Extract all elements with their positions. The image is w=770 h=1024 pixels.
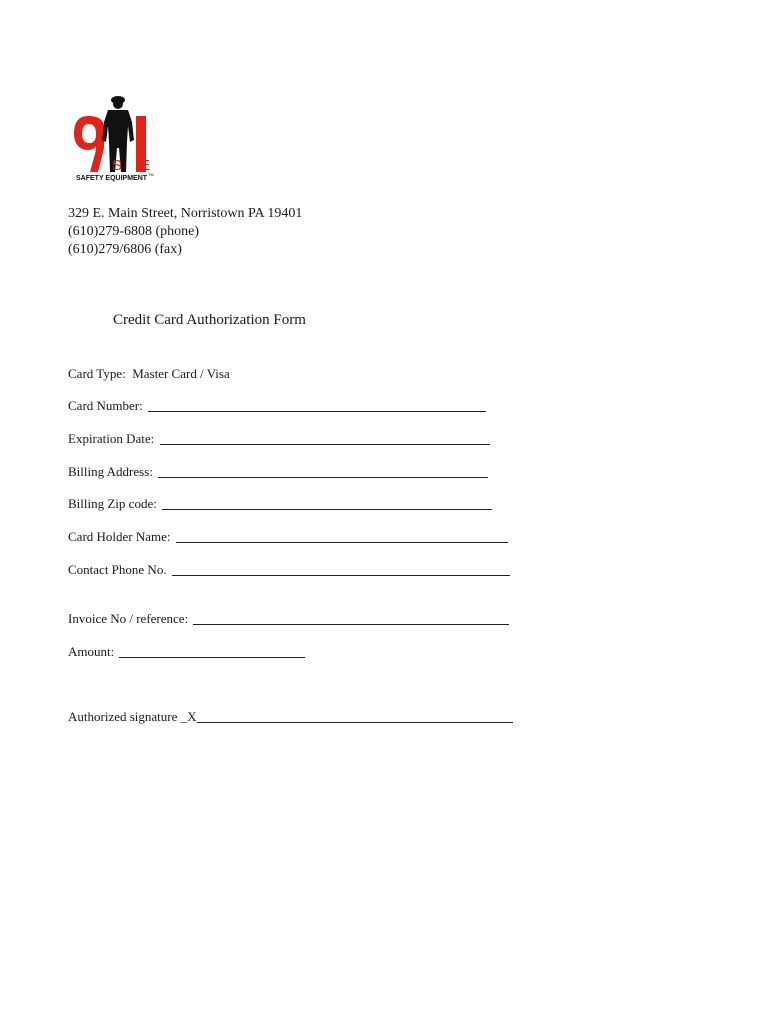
- card-number-label: Card Number:: [68, 398, 146, 413]
- logo-trademark: TM: [148, 172, 154, 177]
- logo-graphic: [74, 92, 164, 188]
- billing-zip-label: Billing Zip code:: [68, 496, 161, 511]
- card-type-row: [68, 366, 230, 382]
- expiration-date-field[interactable]: [160, 433, 490, 445]
- card-type-label: Card Type: Master Card / Visa: [68, 366, 230, 381]
- amount-row: [68, 644, 305, 660]
- billing-address-field[interactable]: [158, 466, 488, 478]
- billing-address-row: [68, 464, 488, 480]
- amount-label: Amount:: [68, 644, 118, 659]
- amount-field[interactable]: [119, 646, 305, 658]
- form-title: Credit Card Authorization Form: [113, 312, 306, 328]
- company-address-block: [68, 205, 302, 259]
- contact-phone-field[interactable]: [172, 564, 510, 576]
- invoice-reference-field[interactable]: [193, 613, 509, 625]
- company-logo: [74, 92, 164, 188]
- authorized-signature-row: [68, 709, 513, 725]
- card-number-row: [68, 398, 486, 414]
- signature-x-mark: X: [187, 709, 197, 724]
- company-fax: (610)279/6806 (fax): [68, 242, 182, 257]
- card-holder-name-label: Card Holder Name:: [68, 529, 174, 544]
- authorized-signature-label: Authorized signature _: [68, 709, 188, 724]
- logo-tagline: SAFETY EQUIPMENT: [76, 175, 148, 182]
- logo-letter-e: E: [140, 157, 151, 174]
- logo-letter-s: S: [112, 157, 123, 174]
- invoice-reference-row: [68, 611, 509, 627]
- authorized-signature-field[interactable]: [197, 711, 513, 723]
- card-number-field[interactable]: [148, 400, 486, 412]
- billing-address-label: Billing Address:: [68, 464, 157, 479]
- contact-phone-row: [68, 562, 510, 578]
- company-phone: (610)279-6808 (phone): [68, 224, 200, 239]
- billing-zip-row: [68, 496, 492, 512]
- expiration-date-label: Expiration Date:: [68, 431, 158, 446]
- invoice-reference-label: Invoice No / reference:: [68, 611, 192, 626]
- logo-nine: [74, 116, 104, 172]
- card-holder-name-field[interactable]: [176, 531, 508, 543]
- billing-zip-field[interactable]: [162, 498, 492, 510]
- card-holder-name-row: [68, 529, 508, 545]
- expiration-date-row: [68, 431, 490, 447]
- contact-phone-label: Contact Phone No.: [68, 562, 170, 577]
- company-address: 329 E. Main Street, Norristown PA 19401: [68, 206, 303, 221]
